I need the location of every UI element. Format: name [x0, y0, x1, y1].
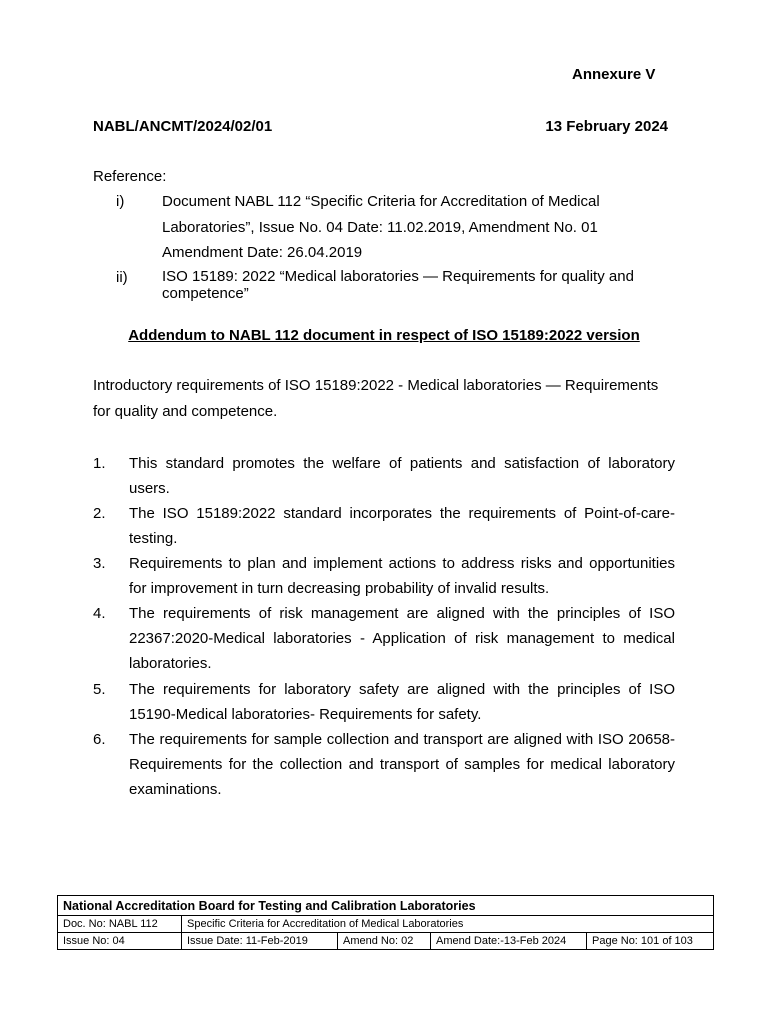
- reference-item-number: ii): [116, 269, 128, 286]
- annexure-label: Annexure V: [572, 66, 656, 83]
- reference-item-text: ISO 15189: 2022 “Medical laboratories — Requirements for quality and competence”: [162, 268, 634, 302]
- footer-doc-number: Doc. No: NABL 112: [58, 916, 182, 933]
- addendum-title: Addendum to NABL 112 document in respect of ISO 15189:2022 version: [128, 327, 640, 344]
- document-date: 13 February 2024: [545, 118, 668, 135]
- reference-item-number: i): [116, 193, 125, 210]
- footer-page-number: Page No: 101 of 103: [587, 933, 714, 950]
- list-item-number: 6.: [93, 731, 106, 748]
- list-item-number: 4.: [93, 605, 106, 622]
- list-item-number: 3.: [93, 555, 106, 572]
- list-item-number: 2.: [93, 505, 106, 522]
- list-item-text: The ISO 15189:2022 standard incorporates the requirements of Point-of-care-testing.: [129, 505, 675, 547]
- intro-paragraph: Introductory requirements of ISO 15189:2022 - Medical laboratories — Requirements for quality and competence.: [93, 377, 659, 420]
- document-reference-number: NABL/ANCMT/2024/02/01: [93, 118, 273, 135]
- list-item-text: Requirements to plan and implement actions to address risks and opportunities for improvement in turn decreasing probability of invalid results.: [129, 555, 675, 597]
- footer-issue-number: Issue No: 04: [58, 933, 182, 950]
- list-item-number: 1.: [93, 455, 106, 472]
- reference-item-text: Document NABL 112 “Specific Criteria for Accreditation of Medical Laboratories”, Issue No. 04 Date: 11.02.2019, Amendment No. 01 Amendment Date: 26.04.2019: [162, 193, 600, 261]
- list-item-text: The requirements of risk management are aligned with the principles of ISO 22367:2020-Medical laboratories - Application of risk management to medical laboratories.: [129, 605, 675, 672]
- footer-table: [57, 895, 714, 950]
- list-item-number: 5.: [93, 681, 106, 698]
- footer-doc-title: Specific Criteria for Accreditation of Medical Laboratories: [182, 916, 714, 933]
- footer-organization-title: National Accreditation Board for Testing and Calibration Laboratories: [58, 896, 714, 916]
- reference-label: Reference:: [93, 168, 167, 185]
- footer-amend-number: Amend No: 02: [338, 933, 431, 950]
- footer-amend-date: Amend Date:-13-Feb 2024: [431, 933, 587, 950]
- list-item-text: The requirements for sample collection and transport are aligned with ISO 20658-Requirements for the collection and transport of samples for medical laboratory examinations.: [129, 731, 675, 798]
- list-item-text: The requirements for laboratory safety are aligned with the principles of ISO 15190-Medical laboratories- Requirements for safety.: [129, 681, 675, 723]
- footer-issue-date: Issue Date: 11-Feb-2019: [182, 933, 338, 950]
- list-item-text: This standard promotes the welfare of patients and satisfaction of laboratory users.: [129, 455, 675, 497]
